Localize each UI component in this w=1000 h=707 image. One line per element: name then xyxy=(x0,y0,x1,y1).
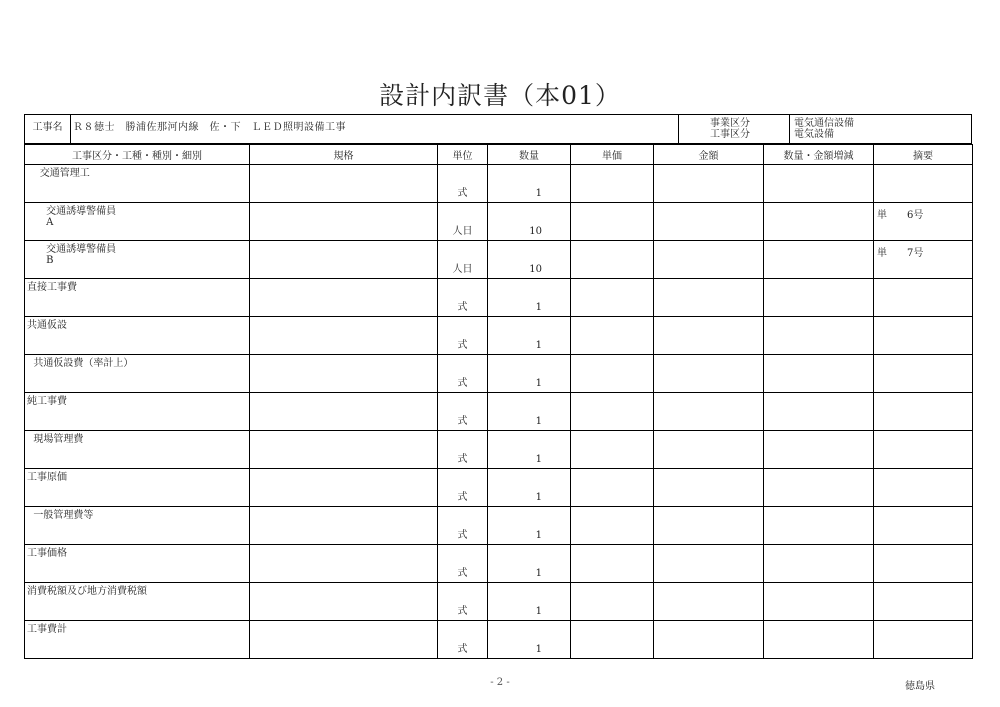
change-cell xyxy=(764,583,874,621)
spec-text xyxy=(250,393,437,396)
unit-price-cell xyxy=(571,317,654,355)
remarks-text xyxy=(874,317,972,320)
column-header: 数量 xyxy=(488,145,571,165)
unit-text: 式 xyxy=(457,568,468,579)
unit-text: 人日 xyxy=(452,226,473,237)
item-name-cell xyxy=(25,621,250,659)
spec-cell xyxy=(250,545,438,583)
unit-price-cell xyxy=(571,583,654,621)
remarks-text xyxy=(874,279,972,282)
column-header: 摘要 xyxy=(874,145,973,165)
unit-cell xyxy=(438,621,488,659)
remarks-text xyxy=(874,621,972,624)
spec-cell xyxy=(250,469,438,507)
page-title: 設計内訳書（本01） xyxy=(379,81,621,110)
unit-cell xyxy=(438,317,488,355)
change-cell xyxy=(764,317,874,355)
spec-text xyxy=(250,507,437,510)
spec-text xyxy=(250,621,437,624)
item-name-text: 共通仮設 xyxy=(27,320,67,331)
column-header: 単価 xyxy=(571,145,654,165)
quantity-cell xyxy=(488,355,571,393)
unit-text: 式 xyxy=(457,378,468,389)
unit-cell xyxy=(438,393,488,431)
item-name-cell xyxy=(25,393,250,431)
quantity-cell xyxy=(488,545,571,583)
column-header: 工事区分・工種・種別・細別 xyxy=(25,145,250,165)
spec-text xyxy=(250,317,437,320)
item-name-text: 共通仮設費（率計上） xyxy=(27,358,134,369)
unit-price-cell xyxy=(571,165,654,203)
quantity-cell xyxy=(488,583,571,621)
item-name-cell xyxy=(25,165,250,203)
spec-text xyxy=(250,279,437,282)
business-category-value: 電気通信設備 xyxy=(794,118,854,129)
amount-cell xyxy=(654,279,764,317)
change-cell xyxy=(764,393,874,431)
remarks-text xyxy=(874,583,972,586)
spec-cell xyxy=(250,241,438,279)
remarks-cell xyxy=(874,165,973,203)
remarks-text: 単 7号 xyxy=(877,248,924,259)
table-row xyxy=(25,165,973,203)
remarks-cell xyxy=(874,431,973,469)
amount-cell xyxy=(654,317,764,355)
unit-cell xyxy=(438,431,488,469)
item-name-text: 交通誘導警備員 B xyxy=(46,244,117,266)
quantity-cell xyxy=(488,279,571,317)
spec-text xyxy=(250,545,437,548)
unit-price-cell xyxy=(571,545,654,583)
work-name-label: 工事名 xyxy=(25,115,71,143)
quantity-text: 1 xyxy=(535,492,542,503)
remarks-text xyxy=(874,545,972,548)
quantity-text: 1 xyxy=(535,568,542,579)
quantity-cell xyxy=(488,203,571,241)
item-name-text: 交通誘導警備員 A xyxy=(46,206,117,228)
unit-text: 式 xyxy=(457,454,468,465)
unit-cell xyxy=(438,203,488,241)
table-row xyxy=(25,203,973,241)
spec-cell xyxy=(250,621,438,659)
remarks-cell xyxy=(874,355,973,393)
quantity-text: 1 xyxy=(535,378,542,389)
spec-text xyxy=(250,241,437,244)
item-name-text: 一般管理費等 xyxy=(27,510,94,521)
change-cell xyxy=(764,621,874,659)
unit-cell xyxy=(438,355,488,393)
amount-cell xyxy=(654,583,764,621)
unit-price-cell xyxy=(571,355,654,393)
change-cell xyxy=(764,279,874,317)
unit-price-cell xyxy=(571,469,654,507)
quantity-text: 1 xyxy=(535,188,542,199)
quantity-cell xyxy=(488,241,571,279)
quantity-text: 10 xyxy=(529,264,542,275)
unit-cell xyxy=(438,469,488,507)
unit-text: 式 xyxy=(457,416,468,427)
spec-text xyxy=(250,469,437,472)
page-number: - 2 - xyxy=(490,677,510,688)
quantity-text: 1 xyxy=(535,454,542,465)
unit-price-cell xyxy=(571,621,654,659)
item-name-cell xyxy=(25,279,250,317)
quantity-text: 1 xyxy=(535,530,542,541)
amount-cell xyxy=(654,469,764,507)
unit-price-cell xyxy=(571,203,654,241)
amount-cell xyxy=(654,241,764,279)
amount-cell xyxy=(654,165,764,203)
item-name-text: 工事原価 xyxy=(27,472,67,483)
remarks-text xyxy=(874,507,972,510)
item-name-cell xyxy=(25,469,250,507)
quantity-cell xyxy=(488,507,571,545)
remarks-text xyxy=(874,469,972,472)
remarks-cell xyxy=(874,469,973,507)
header-divider xyxy=(678,115,679,143)
spec-cell xyxy=(250,165,438,203)
table-row xyxy=(25,393,973,431)
remarks-cell xyxy=(874,583,973,621)
remarks-text xyxy=(874,165,972,168)
spec-text xyxy=(250,583,437,586)
unit-price-cell xyxy=(571,431,654,469)
remarks-cell xyxy=(874,279,973,317)
quantity-cell xyxy=(488,469,571,507)
change-cell xyxy=(764,165,874,203)
unit-price-cell xyxy=(571,279,654,317)
change-cell xyxy=(764,545,874,583)
kind-values xyxy=(794,118,854,146)
work-name-value: Ｒ８徳士 勝浦佐那河内線 佐・下 ＬＥＤ照明設備工事 xyxy=(73,122,346,133)
spec-cell xyxy=(250,317,438,355)
change-cell xyxy=(764,241,874,279)
table-row xyxy=(25,279,973,317)
column-header: 単位 xyxy=(438,145,488,165)
quantity-cell xyxy=(488,621,571,659)
unit-text: 式 xyxy=(457,188,468,199)
change-cell xyxy=(764,431,874,469)
item-name-cell xyxy=(25,317,250,355)
table-row xyxy=(25,241,973,279)
amount-cell xyxy=(654,393,764,431)
item-name-cell xyxy=(25,583,250,621)
quantity-text: 10 xyxy=(529,226,542,237)
unit-cell xyxy=(438,279,488,317)
amount-cell xyxy=(654,203,764,241)
spec-text xyxy=(250,355,437,358)
unit-cell xyxy=(438,545,488,583)
remarks-text xyxy=(874,431,972,434)
unit-cell xyxy=(438,165,488,203)
remarks-cell xyxy=(874,317,973,355)
work-category-value: 電気設備 xyxy=(794,129,834,140)
quantity-text: 1 xyxy=(535,416,542,427)
header-divider xyxy=(789,115,790,143)
item-name-text: 純工事費 xyxy=(27,396,67,407)
unit-text: 人日 xyxy=(452,264,473,275)
change-cell xyxy=(764,203,874,241)
quantity-text: 1 xyxy=(535,340,542,351)
column-header: 数量・金額増減 xyxy=(764,145,874,165)
quantity-cell xyxy=(488,393,571,431)
quantity-cell xyxy=(488,431,571,469)
remarks-text: 単 6号 xyxy=(877,210,924,221)
unit-text: 式 xyxy=(457,302,468,313)
table-row xyxy=(25,469,973,507)
amount-cell xyxy=(654,431,764,469)
spec-cell xyxy=(250,431,438,469)
item-name-cell xyxy=(25,241,250,279)
breakdown-table xyxy=(24,144,973,659)
item-name-cell xyxy=(25,431,250,469)
item-name-text: 交通管理工 xyxy=(27,168,90,179)
item-name-cell xyxy=(25,507,250,545)
table-row xyxy=(25,583,973,621)
unit-price-cell xyxy=(571,393,654,431)
amount-cell xyxy=(654,507,764,545)
item-name-text: 直接工事費 xyxy=(27,282,77,293)
amount-cell xyxy=(654,621,764,659)
quantity-cell xyxy=(488,317,571,355)
quantity-text: 1 xyxy=(535,644,542,655)
prefecture-name: 徳島県 xyxy=(905,681,935,692)
spec-cell xyxy=(250,393,438,431)
column-header: 金額 xyxy=(654,145,764,165)
spec-cell xyxy=(250,507,438,545)
unit-text: 式 xyxy=(457,606,468,617)
item-name-cell xyxy=(25,545,250,583)
table-row xyxy=(25,507,973,545)
remarks-cell xyxy=(874,507,973,545)
unit-cell xyxy=(438,241,488,279)
item-name-text: 消費税額及び地方消費税額 xyxy=(27,586,147,597)
spec-text xyxy=(250,203,437,206)
remarks-cell xyxy=(874,203,973,241)
item-name-text: 工事費計 xyxy=(27,624,67,635)
header-box xyxy=(24,114,972,144)
remarks-text xyxy=(874,355,972,358)
remarks-cell xyxy=(874,241,973,279)
spec-cell xyxy=(250,203,438,241)
unit-cell xyxy=(438,583,488,621)
change-cell xyxy=(764,507,874,545)
item-name-text: 現場管理費 xyxy=(27,434,84,445)
quantity-cell xyxy=(488,165,571,203)
amount-cell xyxy=(654,355,764,393)
item-name-cell xyxy=(25,203,250,241)
work-category-label: 工事区分 xyxy=(710,129,750,140)
spec-text xyxy=(250,165,437,168)
kind-labels xyxy=(685,118,775,146)
quantity-text: 1 xyxy=(535,302,542,313)
unit-cell xyxy=(438,507,488,545)
unit-text: 式 xyxy=(457,492,468,503)
change-cell xyxy=(764,469,874,507)
unit-price-cell xyxy=(571,241,654,279)
remarks-cell xyxy=(874,621,973,659)
unit-price-cell xyxy=(571,507,654,545)
remarks-text xyxy=(874,393,972,396)
unit-text: 式 xyxy=(457,644,468,655)
item-name-text: 工事価格 xyxy=(27,548,67,559)
spec-text xyxy=(250,431,437,434)
remarks-cell xyxy=(874,545,973,583)
table-row xyxy=(25,317,973,355)
table-row xyxy=(25,431,973,469)
table-row xyxy=(25,355,973,393)
quantity-text: 1 xyxy=(535,606,542,617)
unit-text: 式 xyxy=(457,340,468,351)
item-name-cell xyxy=(25,355,250,393)
spec-cell xyxy=(250,583,438,621)
table-row xyxy=(25,545,973,583)
remarks-cell xyxy=(874,393,973,431)
unit-text: 式 xyxy=(457,530,468,541)
table-header-row xyxy=(25,145,973,165)
change-cell xyxy=(764,355,874,393)
business-category-label: 事業区分 xyxy=(710,118,750,129)
column-header: 規格 xyxy=(250,145,438,165)
amount-cell xyxy=(654,545,764,583)
spec-cell xyxy=(250,279,438,317)
spec-cell xyxy=(250,355,438,393)
table-row xyxy=(25,621,973,659)
